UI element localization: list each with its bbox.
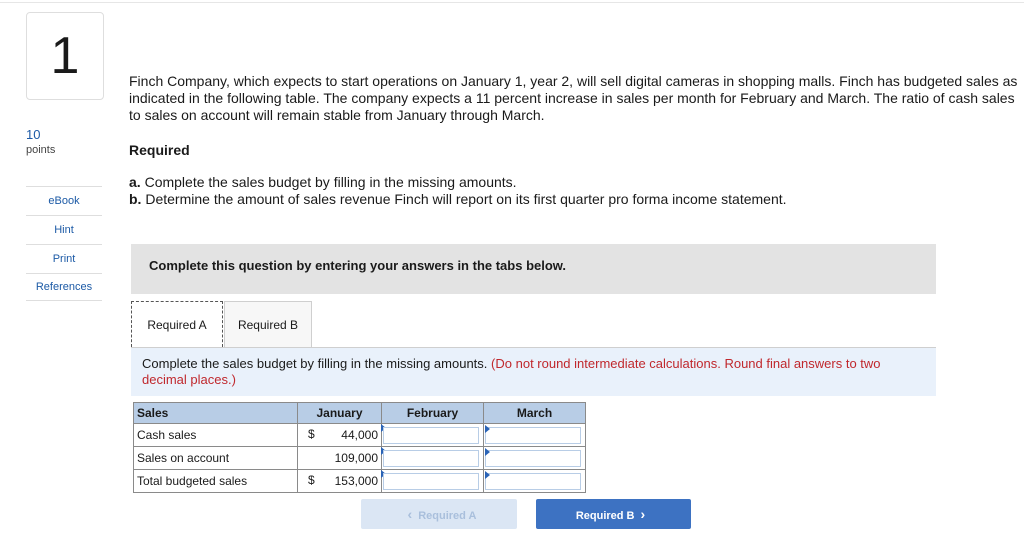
hint-link[interactable]: Hint <box>26 215 102 244</box>
total-sales-march-cell <box>484 470 586 493</box>
ebook-link[interactable]: eBook <box>26 186 102 215</box>
cash-sales-march-input[interactable] <box>485 427 581 444</box>
points-value: 10 <box>26 127 41 142</box>
task-b <box>129 191 787 208</box>
flag-icon <box>485 448 490 456</box>
currency-symbol: $ <box>308 473 315 487</box>
total-sales-february-cell <box>382 470 484 493</box>
instruction-box <box>131 348 936 396</box>
resource-tools <box>26 186 102 301</box>
references-link[interactable]: References <box>26 273 102 301</box>
currency-symbol: $ <box>308 427 315 441</box>
task-b-text: Determine the amount of sales revenue Finch will report on its first quarter pro forma income statement. <box>145 191 787 207</box>
header-january: January <box>298 403 382 424</box>
tab-required-b[interactable]: Required B <box>224 301 312 347</box>
answer-banner <box>131 244 936 294</box>
account-sales-february-input[interactable] <box>383 450 479 467</box>
cash-sales-january-value: 44,000 <box>341 428 378 442</box>
account-sales-march-cell <box>484 447 586 470</box>
header-sales: Sales <box>134 403 298 424</box>
task-a-text: Complete the sales budget by filling in the missing amounts. <box>144 174 517 190</box>
flag-icon <box>485 425 490 433</box>
chevron-left-icon: ‹ <box>407 506 413 522</box>
instruction-text <box>142 356 922 388</box>
question-number: 1 <box>26 12 104 100</box>
total-sales-february-input[interactable] <box>383 473 479 490</box>
task-b-letter: b. <box>129 191 142 207</box>
task-a <box>129 174 787 191</box>
header-march: March <box>484 403 586 424</box>
required-heading: Required <box>129 142 190 158</box>
header-february: February <box>382 403 484 424</box>
sales-budget-table <box>133 402 586 493</box>
chevron-right-icon: › <box>640 506 646 522</box>
cash-sales-february-cell <box>382 424 484 447</box>
table-header-row <box>134 403 586 424</box>
total-sales-january-value: 153,000 <box>334 474 378 488</box>
banner-text: Complete this question by entering your answers in the tabs below. <box>149 258 567 273</box>
next-button-label: Required B <box>575 510 635 522</box>
print-link[interactable]: Print <box>26 244 102 273</box>
account-sales-january-value: 109,000 <box>334 451 378 465</box>
task-a-letter: a. <box>129 174 141 190</box>
account-sales-march-input[interactable] <box>485 450 581 467</box>
row-label-total-budgeted-sales: Total budgeted sales <box>134 470 298 493</box>
total-sales-january <box>298 470 382 493</box>
total-sales-march-input[interactable] <box>485 473 581 490</box>
account-sales-february-cell <box>382 447 484 470</box>
task-list <box>129 174 787 208</box>
account-sales-january <box>298 447 382 470</box>
row-label-sales-on-account: Sales on account <box>134 447 298 470</box>
cash-sales-february-input[interactable] <box>383 427 479 444</box>
instruction-note: (Do not round intermediate calculations. Round final answers to two decimal places.) <box>142 356 881 387</box>
cash-sales-march-cell <box>484 424 586 447</box>
instruction-main: Complete the sales budget by filling in the missing amounts. <box>142 356 488 371</box>
tab-required-a[interactable]: Required A <box>131 301 223 347</box>
next-required-b-button[interactable] <box>536 499 691 529</box>
prev-button-label: Required A <box>418 510 477 522</box>
problem-intro: Finch Company, which expects to start operations on January 1, year 2, will sell digital cameras in shopping malls. Finch has budgeted sales as indicated in the following table. The company expects a 11 percent increase in sales per month for February and March. The ratio of cash sales to sales on account will remain stable from January through March. <box>129 73 1018 123</box>
table-row <box>134 424 586 447</box>
cash-sales-january <box>298 424 382 447</box>
table-row <box>134 470 586 493</box>
row-label-cash-sales: Cash sales <box>134 424 298 447</box>
table-row <box>134 447 586 470</box>
top-divider <box>0 2 1024 3</box>
flag-icon <box>485 471 490 479</box>
points-label: points <box>26 144 56 156</box>
previous-required-a-button[interactable] <box>361 499 517 529</box>
